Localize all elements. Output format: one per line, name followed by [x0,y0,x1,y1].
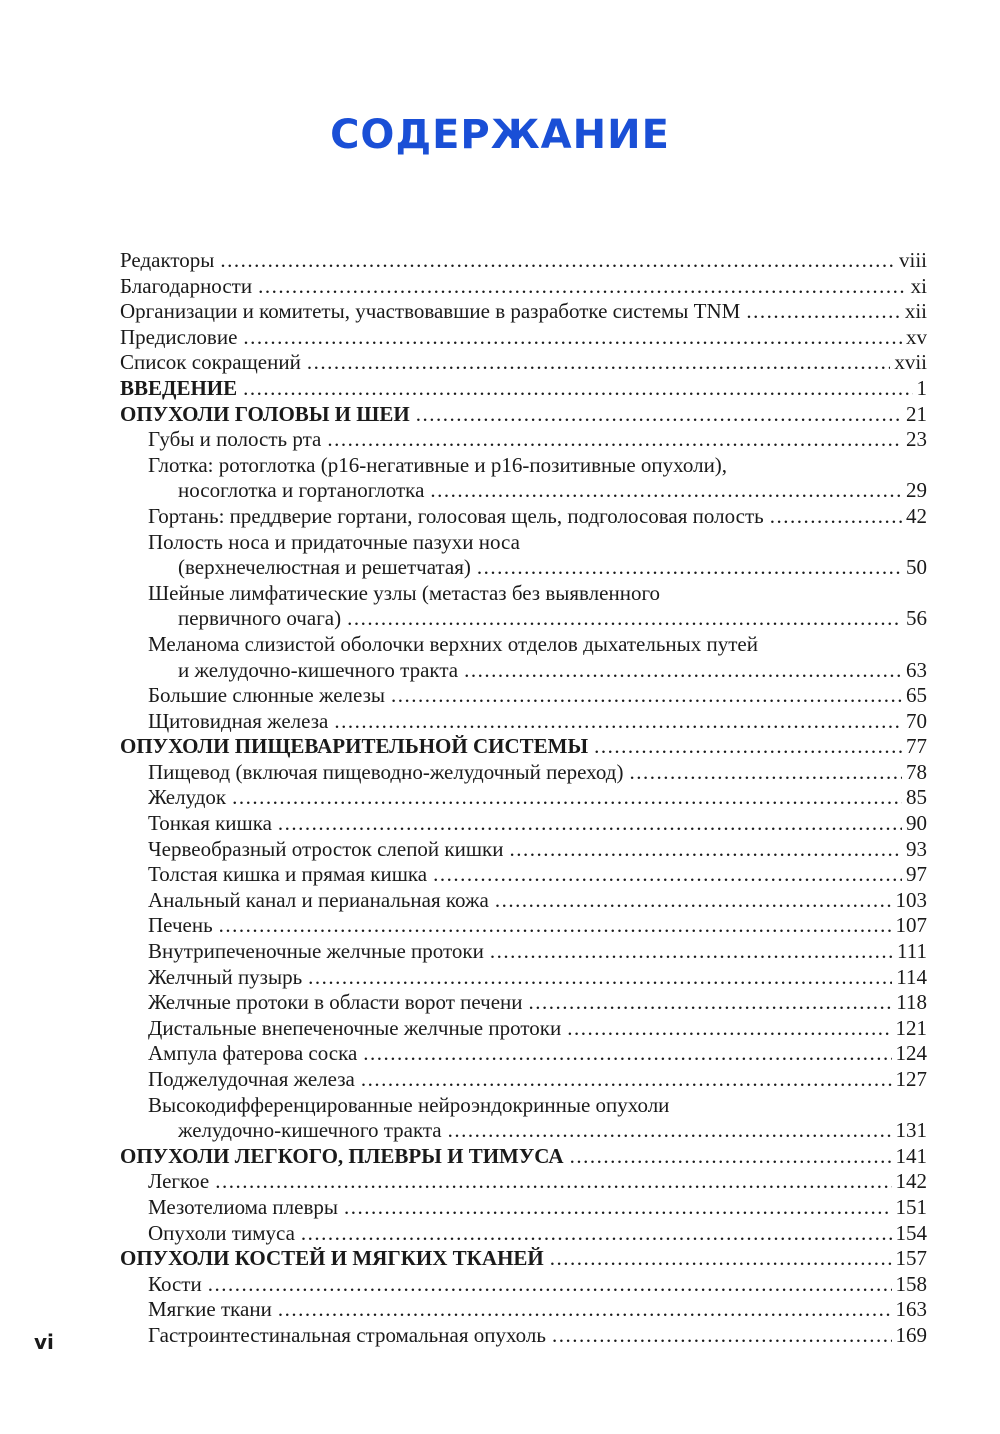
toc-subsection-entry [120,453,927,504]
toc-page-number: 154 [895,1220,927,1245]
dot-leader [232,785,902,811]
dot-leader [219,913,892,939]
toc-entry-title: Благодарности [120,273,253,298]
toc-page-number: 50 [906,555,927,580]
toc-page-number: xii [904,299,927,324]
toc-entry-title: желудочно-кишечного тракта [178,1118,442,1143]
toc-subsection-entry [120,913,927,939]
toc-subsection-entry [120,1093,927,1144]
toc-page-number: 1 [916,375,927,400]
toc-subsection-entry [120,709,927,735]
toc-page-number: 90 [906,811,927,836]
toc-entry-title: (верхнечелюстная и решетчатая) [178,555,471,580]
toc-entry-title: Большие слюнные железы [148,683,385,708]
toc-entry-title: Глотка: ротоглотка (р16-негативные и р16-позитивные опухоли), [148,452,728,477]
dot-leader [464,658,902,684]
dot-leader [594,734,902,760]
toc-page-number: 124 [895,1041,927,1066]
dot-leader [308,965,892,991]
toc-entry-title: Губы и полость рта [148,427,322,452]
dot-leader [361,1067,892,1093]
toc-subsection-entry [120,811,927,837]
dot-leader [391,683,902,709]
toc-entry-title: ВВЕДЕНИЕ [120,375,238,400]
dot-leader [215,1169,891,1195]
toc-entry-title: ОПУХОЛИ ЛЕГКОГО, ПЛЕВРЫ И ТИМУСА [120,1143,564,1168]
toc-subsection-entry [120,939,927,965]
toc-page-number: 103 [895,887,927,912]
dot-leader [550,1246,892,1272]
toc-page-number: 121 [895,1015,927,1040]
dot-leader [477,555,902,581]
toc-subsection-entry [120,862,927,888]
toc-page-number: 111 [897,939,927,964]
toc-subsection-entry [120,965,927,991]
dot-leader [433,862,902,888]
toc-page-number: 127 [895,1067,927,1091]
toc-page-number: 151 [895,1194,927,1219]
toc-page-number: 70 [906,708,927,733]
dot-leader [495,888,892,914]
toc-entry-title: Щитовидная железа [148,708,329,733]
toc-page-number: 78 [906,759,927,784]
dot-leader [334,709,902,735]
toc-subsection-entry [120,683,927,709]
dot-leader [629,760,902,786]
toc-entry-title: Тонкая кишка [148,811,272,836]
toc-entry-title: Пищевод (включая пищеводно-желудочный переход) [148,759,624,784]
toc-page-number: 21 [906,401,927,426]
dot-leader [567,1016,891,1042]
toc-section-entry [120,376,927,402]
toc-entry-title: Мягкие ткани [148,1297,272,1322]
dot-leader [363,1041,891,1067]
dot-leader [770,504,902,530]
toc-subsection-entry [120,581,927,632]
toc-page-number: xv [906,324,927,349]
toc-entry-title: и желудочно-кишечного тракта [178,657,459,682]
toc-entry-title: Предисловие [120,324,238,349]
dot-leader [746,299,900,325]
toc-page-number: xvii [894,350,927,375]
toc-page-number: 63 [906,657,927,682]
page-number: vi [34,1330,54,1354]
toc-subsection-entry [120,1067,927,1093]
toc-entry-title: Желудок [148,785,227,810]
toc-subsection-entry [120,1297,927,1323]
toc-page-number: 77 [906,734,927,759]
page-title: СОДЕРЖАНИЕ [330,112,670,158]
toc-page-number: 118 [896,990,927,1015]
toc-entry-title: Дистальные внепеченочные желчные протоки [148,1015,562,1040]
toc-subsection-entry [120,1272,927,1298]
toc-page-number: 65 [906,683,927,708]
toc-page-number: 163 [895,1297,927,1322]
toc-entry-title: Печень [148,913,213,938]
dot-leader [448,1118,892,1144]
toc-page-number: 131 [895,1118,927,1143]
dot-leader [208,1272,892,1298]
toc-entry-title: Легкое [148,1169,210,1194]
toc-page-number: 141 [895,1143,927,1168]
toc-subsection-entry [120,1323,927,1349]
toc-section-entry [120,734,927,760]
toc-entry-title: Гастроинтестинальная стромальная опухоль [148,1322,546,1347]
toc-subsection-entry [120,1221,927,1247]
toc-page-number: 142 [895,1169,927,1194]
toc-entry-title: ОПУХОЛИ ГОЛОВЫ И ШЕИ [120,401,410,426]
dot-leader [509,837,902,863]
toc-subsection-entry [120,1041,927,1067]
dot-leader [570,1144,892,1170]
toc-entry-title: Кости [148,1271,202,1296]
toc-page-number: 56 [906,606,927,631]
toc-page-number: 157 [895,1246,927,1271]
dot-leader [258,274,907,300]
dot-leader [243,376,912,402]
toc-entry-title: Мезотелиома плевры [148,1194,338,1219]
toc-entry-title: Полость носа и придаточные пазухи носа [148,529,520,554]
toc-section-entry [120,274,927,300]
toc-entry-title: ОПУХОЛИ КОСТЕЙ И МЯГКИХ ТКАНЕЙ [120,1246,544,1271]
toc-entry-title: Желчный пузырь [148,964,303,989]
dot-leader [243,325,902,351]
toc-section-entry [120,1246,927,1272]
toc-entry-title: Анальный канал и перианальная кожа [148,887,489,912]
dot-leader [220,248,895,274]
toc-subsection-entry [120,530,927,581]
toc-subsection-entry [120,990,927,1016]
toc-entry-title: Список сокращений [120,350,301,375]
toc-entry-title: Высокодифференцированные нейроэндокринные опухоли [148,1092,670,1117]
toc-entry-title: Организации и комитеты, участвовавшие в разработке системы TNM [120,299,741,324]
dot-leader [529,990,893,1016]
dot-leader [490,939,893,965]
toc-subsection-entry [120,1016,927,1042]
toc-subsection-entry [120,888,927,914]
toc-page-number: 97 [906,862,927,887]
dot-leader [344,1195,892,1221]
toc-section-entry [120,325,927,351]
toc-subsection-entry [120,760,927,786]
dot-leader [347,606,902,632]
dot-leader [430,478,902,504]
toc-entry-title: первичного очага) [178,606,342,631]
toc-entry-title: Поджелудочная железа [148,1067,355,1091]
toc-page-number: 169 [895,1322,927,1347]
dot-leader [307,350,891,376]
toc-section-entry [120,402,927,428]
toc-subsection-entry [120,632,927,683]
toc-entry-title: Толстая кишка и прямая кишка [148,862,428,887]
toc-entry-title: ОПУХОЛИ ПИЩЕВАРИТЕЛЬНОЙ СИСТЕМЫ [120,734,589,759]
table-of-contents [120,248,927,1349]
toc-entry-title: Меланома слизистой оболочки верхних отделов дыхательных путей [148,631,758,656]
dot-leader [327,427,902,453]
dot-leader [552,1323,892,1349]
toc-subsection-entry [120,785,927,811]
toc-entry-title: Внутрипеченочные желчные протоки [148,939,484,964]
toc-subsection-entry [120,504,927,530]
dot-leader [278,811,902,837]
toc-entry-title: Желчные протоки в области ворот печени [148,990,523,1015]
toc-subsection-entry [120,1169,927,1195]
dot-leader [278,1297,892,1323]
toc-entry-title: Ампула фатерова соска [148,1041,358,1066]
dot-leader [416,402,902,428]
toc-subsection-entry [120,837,927,863]
toc-page-number: xi [910,273,927,298]
toc-entry-title: Опухоли тимуса [148,1220,295,1245]
toc-page-number: 85 [906,785,927,810]
toc-section-entry [120,350,927,376]
toc-page-number: 42 [906,503,927,528]
toc-section-entry [120,1144,927,1170]
toc-subsection-entry [120,427,927,453]
toc-section-entry [120,299,927,325]
toc-page-number: viii [898,248,927,272]
toc-entry-title: носоглотка и гортаноглотка [178,478,425,503]
toc-page-number: 93 [906,836,927,861]
toc-page-number: 158 [895,1271,927,1296]
toc-section-entry [120,248,927,274]
toc-entry-title: Гортань: преддверие гортани, голосовая щель, подголосовая полость [148,503,764,528]
toc-entry-title: Редакторы [120,248,215,272]
toc-entry-title: Червеобразный отросток слепой кишки [148,836,504,861]
toc-entry-title: Шейные лимфатические узлы (метастаз без выявленного [148,580,661,605]
toc-page-number: 29 [906,478,927,503]
toc-page-number: 114 [896,964,927,989]
toc-page-number: 107 [895,913,927,938]
toc-subsection-entry [120,1195,927,1221]
toc-page-number: 23 [906,427,927,452]
dot-leader [301,1221,892,1247]
